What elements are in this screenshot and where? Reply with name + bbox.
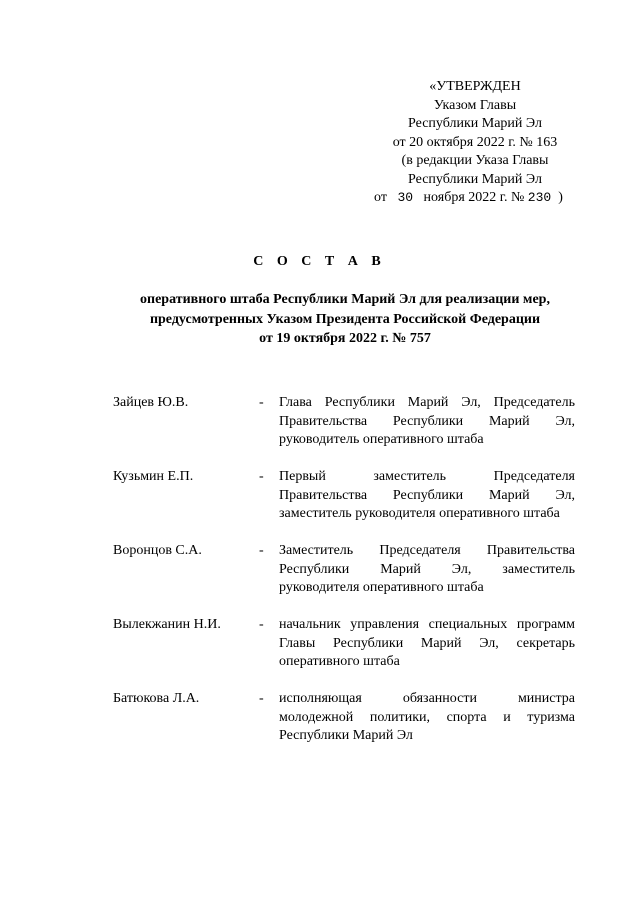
member-name: Воронцов С.А.: [113, 543, 202, 558]
document-title: С О С Т А В: [253, 254, 386, 269]
member-role: начальник управления специальных программ Главы Республики Марий Эл, секретарь оперативного штаба: [279, 617, 575, 669]
member-dash: -: [259, 691, 264, 706]
member-row: [113, 616, 588, 672]
amendment-prefix: от: [374, 190, 387, 205]
member-row: [113, 542, 588, 598]
amendment-number: 230: [527, 190, 552, 205]
member-role: Первый заместитель Председателя Правительства Республики Марий Эл, заместитель руководителя оперативного штаба: [279, 469, 575, 521]
approval-line: «УТВЕРЖДЕН: [429, 79, 521, 94]
member-row: [113, 394, 588, 450]
subtitle-line: предусмотренных Указом Президента Российской Федерации: [149, 311, 541, 327]
member-row: [113, 468, 588, 524]
approval-line: (в редакции Указа Главы: [401, 153, 549, 168]
approval-line: Республики Марий Эл: [408, 171, 542, 187]
member-name: Вылекжанин Н.И.: [113, 617, 221, 632]
approval-block: [360, 78, 590, 208]
member-role: Глава Республики Марий Эл, Председатель Правительства Республики Марий Эл, руководитель оперативного штаба: [279, 395, 575, 447]
approval-line: Республики Марий Эл: [408, 116, 542, 131]
member-role: Заместитель Председателя Правительства Республики Марий Эл, заместитель руководителя оперативного штаба: [279, 543, 575, 595]
member-role: исполняющая обязанности министра молодежной политики, спорта и туризма Республики Марий Эл: [279, 691, 575, 743]
member-name: Батюкова Л.А.: [113, 691, 200, 706]
document-subtitle: [90, 290, 600, 349]
member-name: Кузьмин Е.П.: [113, 469, 194, 484]
subtitle-line: оперативного штаба Республики Марий Эл для реализации мер,: [140, 292, 550, 307]
member-dash: -: [259, 395, 264, 410]
amendment-close: ): [558, 190, 563, 205]
approval-amendment-date: [360, 189, 590, 208]
member-dash: -: [259, 543, 264, 558]
member-dash: -: [259, 469, 264, 484]
member-name: Зайцев Ю.В.: [113, 395, 189, 410]
approval-line: от 20 октября 2022 г. № 163: [392, 134, 558, 150]
approval-line: Указом Главы: [433, 97, 517, 113]
members-list: [113, 394, 588, 764]
subtitle-line: от 19 октября 2022 г. № 757: [259, 331, 431, 346]
member-row: [113, 690, 588, 746]
member-dash: -: [259, 617, 264, 632]
amendment-month-year: ноября 2022 г. №: [423, 190, 525, 205]
amendment-day: 30: [397, 190, 414, 205]
